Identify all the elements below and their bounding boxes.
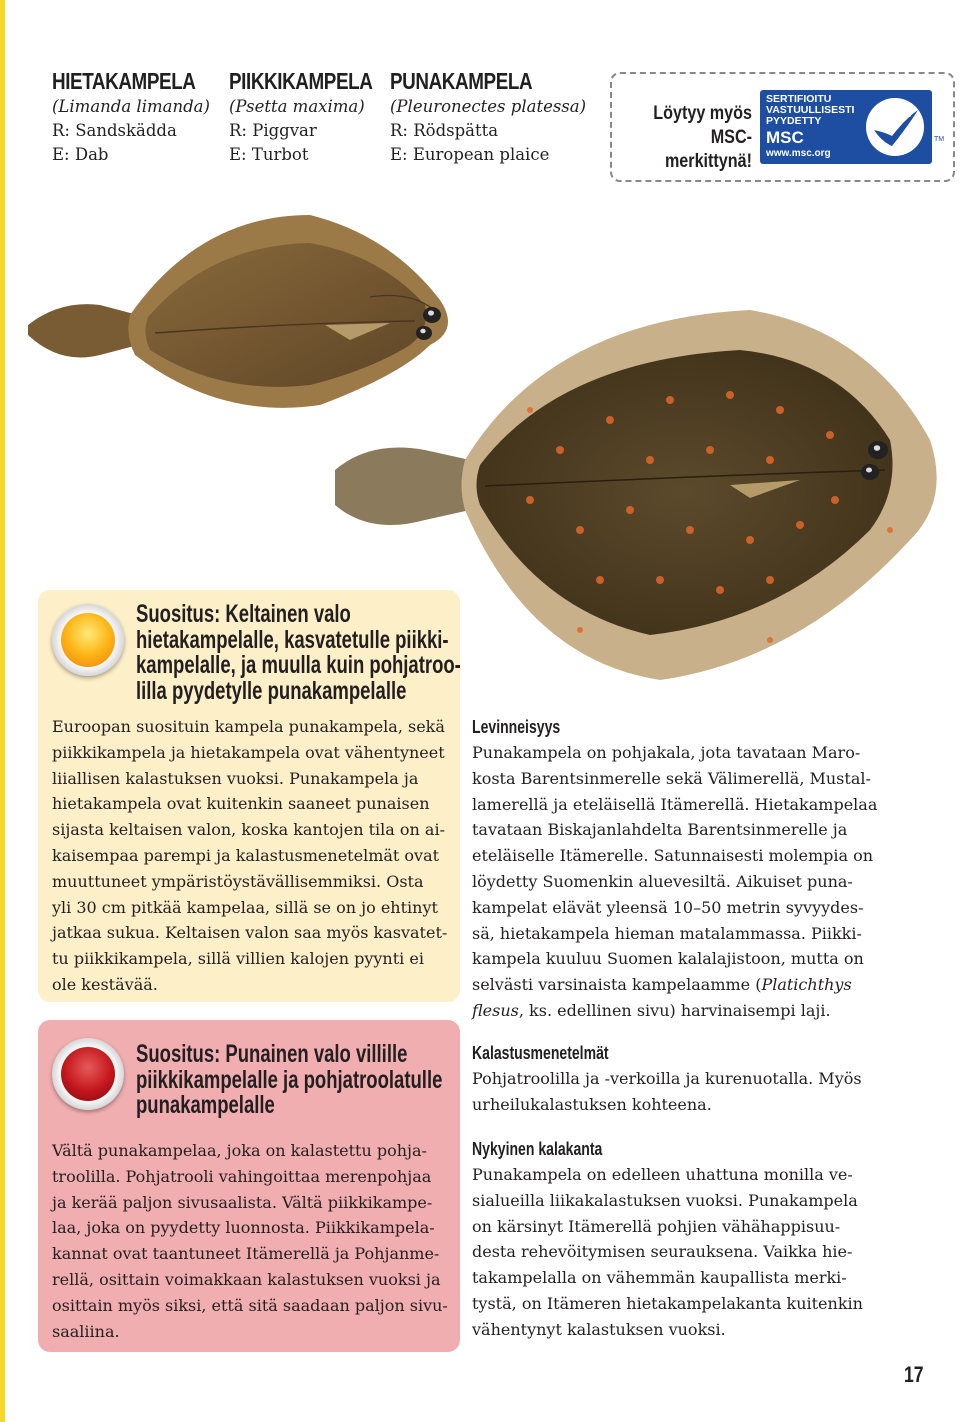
yellow-traffic-light-icon [52, 604, 124, 676]
msc-text-line: Löytyy myös [653, 103, 752, 124]
body-line: yli 30 cm pitkää kampelaa, sillä se on jo ehtinyt [52, 897, 438, 917]
page-number: 17 [904, 1362, 924, 1387]
red-traffic-light-icon [52, 1038, 124, 1110]
species-plaice [390, 68, 586, 167]
species-name: PIIKKIKAMPELA [229, 68, 373, 94]
para-line: kampelat elävät yleensä 10–50 metrin syvyydes- [472, 897, 864, 917]
trademark: TM [934, 136, 945, 143]
body-line: troolilla. Pohjatrooli vahingoittaa merenpohjaa [52, 1166, 432, 1186]
body-line: sijasta keltaisen valon, koska kantojen tila on ai- [52, 820, 445, 840]
msc-text [647, 102, 752, 174]
msc-brand: MSC [766, 128, 804, 147]
para-line: sä, hietakampela hieman matalammassa. Piikki- [472, 923, 862, 943]
distribution-section [472, 714, 892, 1024]
para-line: takampelalla on vähemmän kaupallista merki- [472, 1268, 847, 1288]
para-line: desta rehevöitymisen seurauksena. Vaikka hie- [472, 1242, 853, 1262]
latin-name: Platichthys [761, 975, 852, 995]
title-line: kampelalle, ja muulla kuin pohjatroo- [136, 651, 461, 679]
para-line: Punakampela on edelleen uhattuna monilla ve- [472, 1165, 853, 1184]
yellow-recommendation-text [52, 714, 447, 998]
species-dab [52, 68, 227, 167]
section-heading: Levinneisyys [472, 717, 561, 737]
latin-name: flesus [472, 1000, 519, 1020]
para-fragment: selvästi varsinaista kampelaamme ( [472, 975, 762, 995]
page-edge-stripe [0, 0, 5, 1422]
msc-url: www.msc.org [766, 148, 831, 159]
species-swedish: R: Rödspätta [390, 121, 499, 140]
body-line: rellä, osittain voimakkaan kalastuksen vuoksi ja [52, 1269, 441, 1289]
body-line: ole kestävää. [52, 974, 158, 994]
para-line: Pohjatroolilla ja -verkoilla ja kurenuotalla. Myös [472, 1069, 862, 1088]
para-line: löydetty Suomenkin aluevesiltä. Aikuiset puna- [472, 871, 853, 891]
yellow-recommendation-title [136, 602, 461, 704]
current-stock-section [472, 1136, 892, 1343]
species-latin: (Psetta maxima) [229, 97, 365, 116]
body-line: kaisempaa parempi ja kalastusmenetelmät ovat [52, 845, 440, 865]
species-turbot [229, 68, 404, 167]
body-line: tu piikkikampela, sillä villien kalojen pyynti ei [52, 949, 424, 969]
para-line [472, 972, 892, 998]
body-line: liiallisen kalastuksen vuoksi. Punakampela ja [52, 768, 419, 788]
body-line: piikkikampela ja hietakampela ovat vähentyneet [52, 742, 445, 762]
species-name: HIETAKAMPELA [52, 68, 196, 94]
body-line: muuttuneet ympäristöystävällisemmiksi. Osta [52, 871, 424, 891]
msc-text-line: MSC-merkittynä! [664, 127, 752, 172]
msc-logo-caption [766, 94, 854, 127]
msc-fish-checkmark-icon [862, 96, 928, 158]
red-recommendation-title [136, 1042, 442, 1119]
para-fragment: , ks. edellinen sivu) harvinaisempi laji. [518, 1000, 831, 1020]
para-line: kampela kuuluu Suomen kalalajistoon, mutta on [472, 949, 864, 969]
species-english: E: European plaice [390, 145, 550, 164]
species-latin: (Pleuronectes platessa) [390, 97, 587, 116]
para-line: Punakampela on pohjakala, jota tavataan Maro- [472, 743, 861, 762]
body-line: kannat ovat taantuneet Itämerellä ja Pohjanme- [52, 1244, 440, 1264]
body-line: saaliina. [52, 1321, 120, 1341]
para-line: tystä, on Itämeren hietakampelakanta kuitenkin [472, 1293, 863, 1313]
yellow-recommendation-box [38, 590, 460, 1002]
msc-logo-line: PYYDETTY [766, 115, 822, 127]
species-english: E: Turbot [229, 145, 309, 164]
fishing-methods-section [472, 1040, 892, 1118]
title-line: hietakampelalle, kasvatetulle piikki- [136, 625, 449, 654]
para-line [472, 998, 892, 1024]
para-line: urheilukalastuksen kohteena. [472, 1094, 712, 1114]
msc-logo [760, 90, 932, 164]
species-swedish: R: Sandskädda [52, 121, 177, 140]
msc-notice [610, 72, 955, 182]
species-latin: (Limanda limanda) [52, 97, 210, 116]
title-line: Suositus: Keltainen valo [136, 600, 351, 628]
section-heading: Nykyinen kalakanta [472, 1139, 603, 1159]
para-line: tavataan Biskajanlahdelta Barentsinmerelle ja [472, 820, 848, 840]
body-line: laa, joka on pyydetty luonnosta. Piikkikampela- [52, 1218, 435, 1238]
body-line: Euroopan suosituin kampela punakampela, sekä [52, 717, 445, 736]
msc-logo-line: SERTIFIOITU [766, 93, 832, 105]
body-line: hietakampela ovat kuitenkin saaneet punaisen [52, 794, 430, 814]
para-line: on kärsinyt Itämerellä pohjien vähähappisuu- [472, 1216, 841, 1236]
species-english: E: Dab [52, 145, 109, 164]
body-line: Vältä punakampelaa, joka on kalastettu pohja- [52, 1141, 427, 1160]
species-name: PUNAKAMPELA [390, 68, 533, 94]
msc-logo-line: VASTUULLISESTI [766, 104, 855, 116]
para-line: kosta Barentsinmerelle sekä Välimerellä, Mustal- [472, 768, 871, 788]
para-line: eteläiselle Itämerelle. Satunnaisesti molempia on [472, 846, 874, 866]
red-recommendation-box [38, 1020, 460, 1352]
body-line: ja kerää paljon sivusaalista. Vältä piikkikampe- [52, 1192, 433, 1212]
title-line: punakampelalle [136, 1091, 275, 1119]
species-swedish: R: Piggvar [229, 121, 317, 140]
para-line: lamerellä ja eteläisellä Itämerellä. Hietakampelaa [472, 794, 878, 814]
body-line: jatkaa sukua. Keltaisen valon saa myös kasvatet- [52, 923, 448, 943]
body-line: osittain myös siksi, että sitä saadaan paljon sivu- [52, 1295, 448, 1315]
title-line: Suositus: Punainen valo villille [136, 1040, 408, 1068]
red-recommendation-text [52, 1138, 448, 1344]
para-line: sialueilla liikakalastuksen vuoksi. Punakampela [472, 1190, 858, 1210]
title-line: lilla pyydetylle punakampelalle [136, 676, 407, 705]
section-heading: Kalastusmenetelmät [472, 1043, 609, 1063]
title-line: piikkikampelalle ja pohjatroolatulle [136, 1065, 443, 1094]
para-line: vähentynyt kalastuksen vuoksi. [472, 1319, 726, 1339]
